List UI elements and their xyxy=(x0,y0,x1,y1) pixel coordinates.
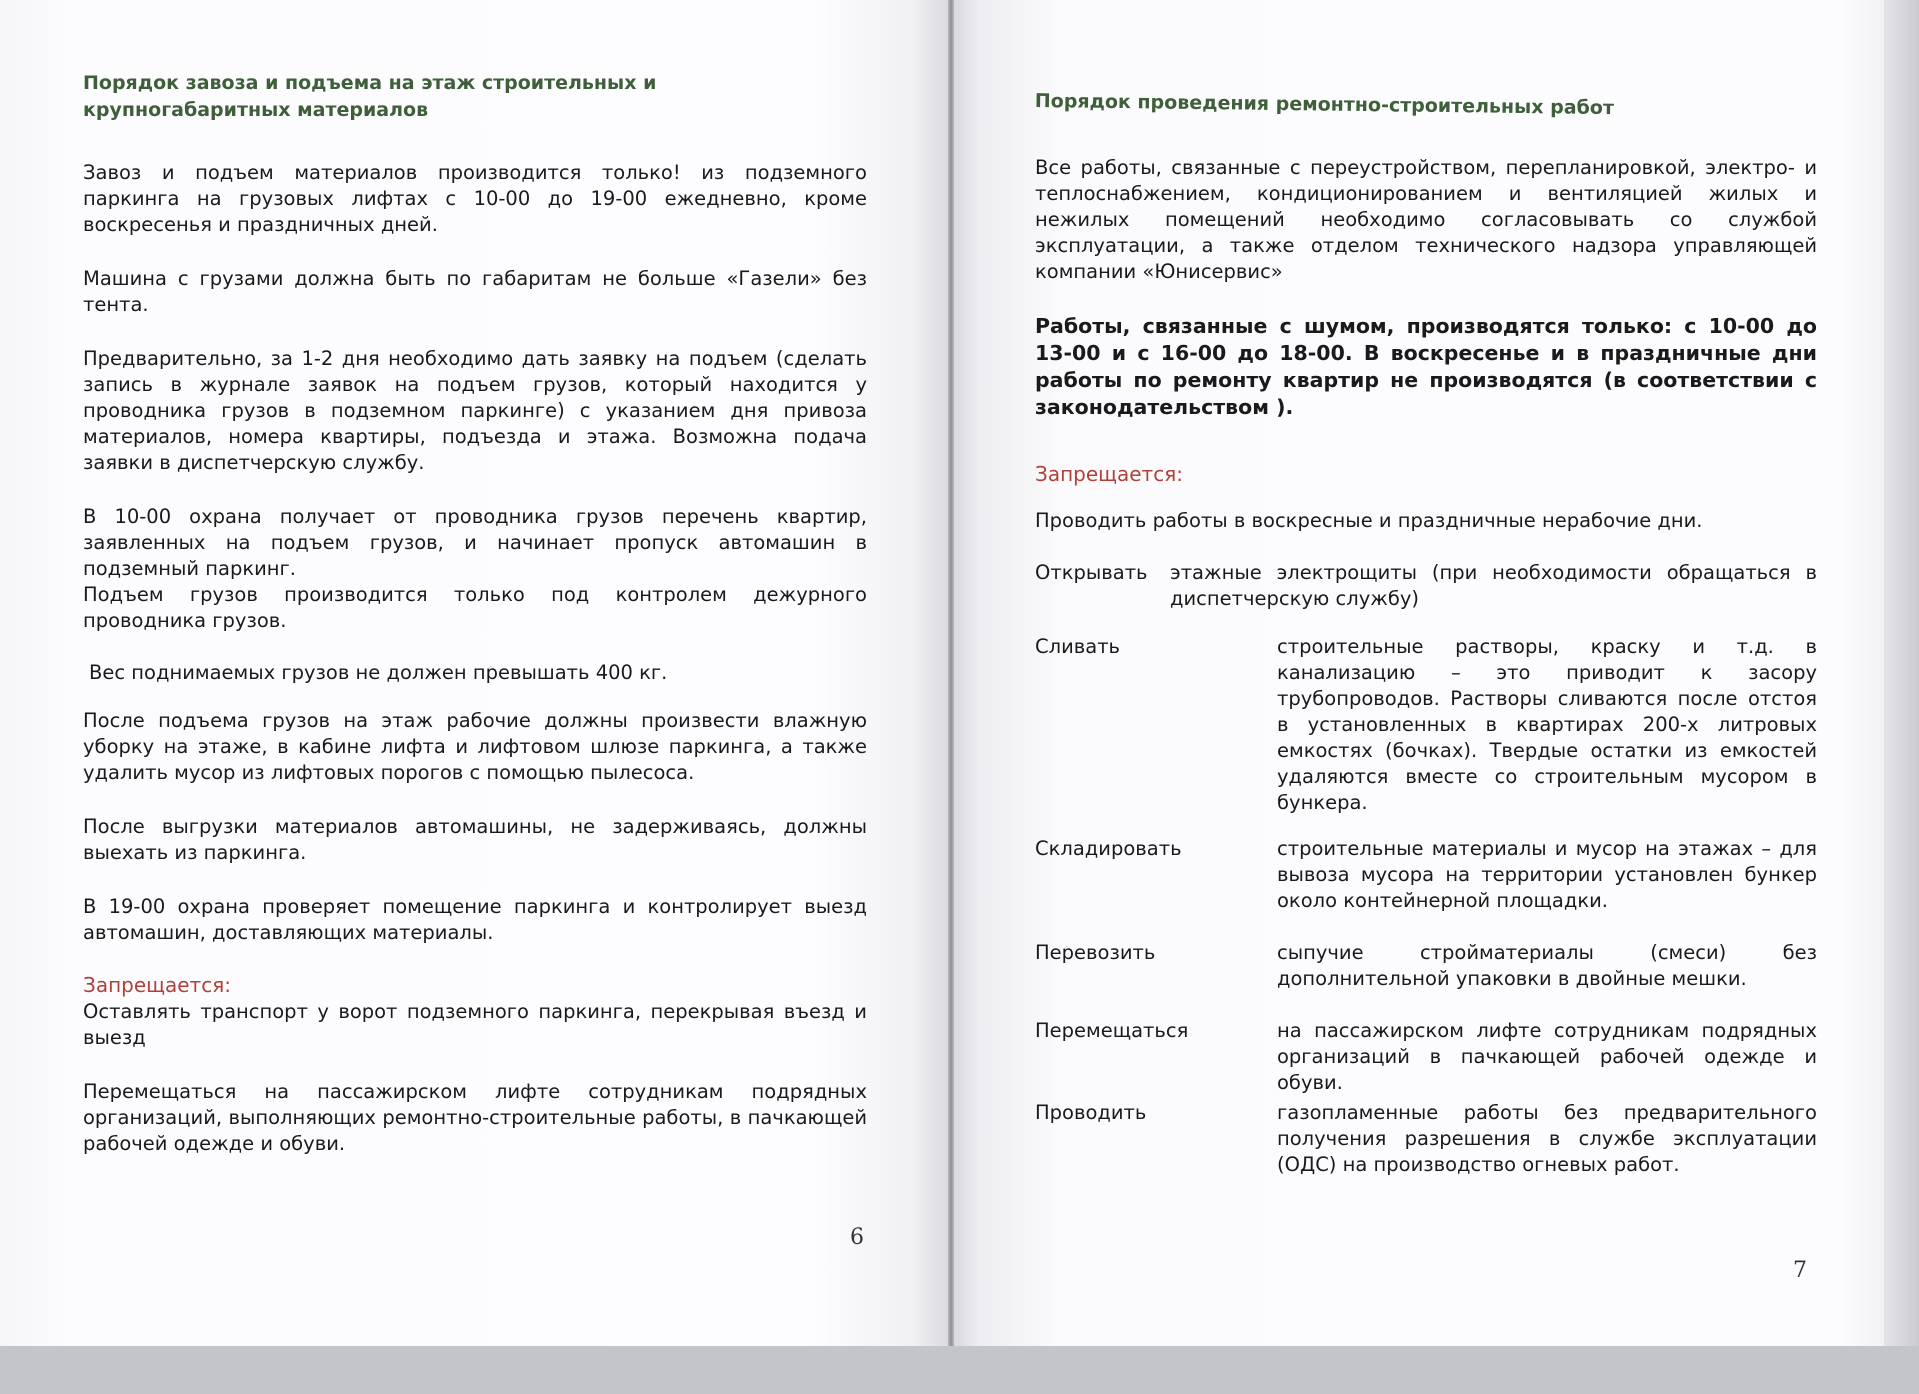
left-forbidden-label: Запрещается: xyxy=(83,973,231,997)
page-number-left: 6 xyxy=(850,1225,864,1250)
forbidden-item-desc: сыпучие стройматериалы (смеси) без дополнительной упаковки в двойные мешки. xyxy=(1277,941,1817,990)
left-page-heading: Порядок завоза и подъема на этаж строительных и крупногабаритных материалов xyxy=(83,72,657,121)
forbidden-item-weekend-work xyxy=(1035,508,1817,534)
paragraph-vehicle-size: Машина с грузами должна быть по габаритам не больше «Газели» без тента. xyxy=(83,267,867,316)
right-page-content xyxy=(1035,88,1817,1178)
forbidden-item-drain-solutions xyxy=(1035,634,1817,816)
paragraph-weight-limit: Вес поднимаемых грузов не должен превышать 400 кг. xyxy=(89,661,668,684)
forbidden-item-desc: строительные растворы, краску и т.д. в канализацию – это приводит к засору трубопроводов. Растворы сливаются после отстоя в установленных в квартирах 200-х литровых емкостях (бочках). Твердые остатки из емкостей удаляются вместе со строительным мусором в бункера. xyxy=(1277,635,1817,814)
forbidden-item-term: Перевозить xyxy=(1035,941,1156,964)
forbidden-item-desc: на пассажирском лифте сотрудникам подрядных организаций в пачкающей рабочей одежде и обуви. xyxy=(1277,1019,1817,1094)
right-page-heading: Порядок проведения ремонтно-строительных работ xyxy=(1034,89,1615,120)
paragraph-request: Предварительно, за 1-2 дня необходимо дать заявку на подъем (сделать запись в журнале заявок на подъем грузов, который находится у проводника грузов в подземном паркинге) с указанием дня привоза материалов, номера квартиры, подъезда и этажа. Возможна подача заявки в диспетчерскую службу. xyxy=(83,347,867,474)
left-page-content xyxy=(83,70,867,1157)
scanner-bottom-edge xyxy=(0,1346,1919,1394)
forbidden-item-bulk-transport xyxy=(1035,940,1817,992)
paragraph-security-list: В 10-00 охрана получает от проводника грузов перечень квартир, заявленных на подъем грузов, и начинает пропуск автомашин в подземный паркинг. xyxy=(83,505,867,580)
forbidden-item-gas-flame xyxy=(1035,1100,1817,1178)
forbidden-item-desc: газопламенные работы без предварительного получения разрешения в службе эксплуатации (ОДС) на производство огневых работ. xyxy=(1277,1101,1817,1176)
page-number-right: 7 xyxy=(1793,1258,1807,1283)
forbidden-item-term: Перемещаться xyxy=(1035,1019,1189,1042)
forbidden-item-term: Сливать xyxy=(1035,635,1121,658)
forbidden-item-electrical-panels xyxy=(1035,560,1817,612)
paragraph-noise-rule: Работы, связанные с шумом, производятся только: с 10-00 до 13-00 и с 16-00 до 18-00. В воскресенье и в праздничные дни работы по ремонту квартир не производятся (в соответствии с законодательством ). xyxy=(1035,314,1817,419)
paragraph-evening-check: В 19-00 охрана проверяет помещение паркинга и контролирует выезд автомашин, доставляющих материалы. xyxy=(83,895,867,944)
book-spine xyxy=(948,0,954,1346)
forbidden-item-desc: работы в воскресные и праздничные нерабочие дни. xyxy=(1152,509,1703,532)
forbidden-item-desc: строительные материалы и мусор на этажах – для вывоза мусора на территории установлен бункер около контейнерной площадки. xyxy=(1277,837,1817,912)
forbidden-item-storage xyxy=(1035,836,1817,914)
forbidden-item-desc: этажные электрощиты (при необходимости обращаться в диспетчерскую службу) xyxy=(1170,561,1817,610)
paragraph-supervision: Подъем грузов производится только под контролем дежурного проводника грузов. xyxy=(83,583,867,632)
paragraph-leave-parking: После выгрузки материалов автомашины, не задерживаясь, должны выехать из паркинга. xyxy=(83,815,867,864)
scanner-edge xyxy=(1884,0,1919,1346)
forbidden-item-term: Открывать xyxy=(1035,561,1148,584)
forbidden-item-term: Проводить xyxy=(1035,1101,1147,1124)
paragraph-approval: Все работы, связанные с переустройством, перепланировкой, электро- и теплоснабжением, кондиционированием и вентиляцией жилых и нежилых помещений необходимо согласовывать со службой эксплуатации, а также отделом технического надзора управляющей компании «Юнисервис» xyxy=(1035,156,1817,283)
paragraph-delivery-hours: Завоз и подъем материалов производится только! из подземного паркинга на грузовых лифтах с 10-00 до 19-00 ежедневно, кроме воскресенья и праздничных дней. xyxy=(83,161,867,236)
forbidden-item-passenger-lift xyxy=(1035,1018,1817,1096)
right-forbidden-label: Запрещается: xyxy=(1035,462,1183,486)
left-forbidden-item: Оставлять транспорт у ворот подземного паркинга, перекрывая въезд и выезд xyxy=(83,1000,867,1049)
forbidden-item-term: Складировать xyxy=(1035,837,1182,860)
forbidden-item-term: Проводить xyxy=(1035,509,1147,532)
left-forbidden-item: Перемещаться на пассажирском лифте сотрудникам подрядных организаций, выполняющих ремонтно-строительные работы, в пачкающей рабочей одежде и обуви. xyxy=(83,1080,867,1155)
paragraph-cleanup: После подъема грузов на этаж рабочие должны произвести влажную уборку на этаже, в кабине лифта и лифтовом шлюзе паркинга, а также удалить мусор из лифтовых порогов с помощью пылесоса. xyxy=(83,709,867,784)
